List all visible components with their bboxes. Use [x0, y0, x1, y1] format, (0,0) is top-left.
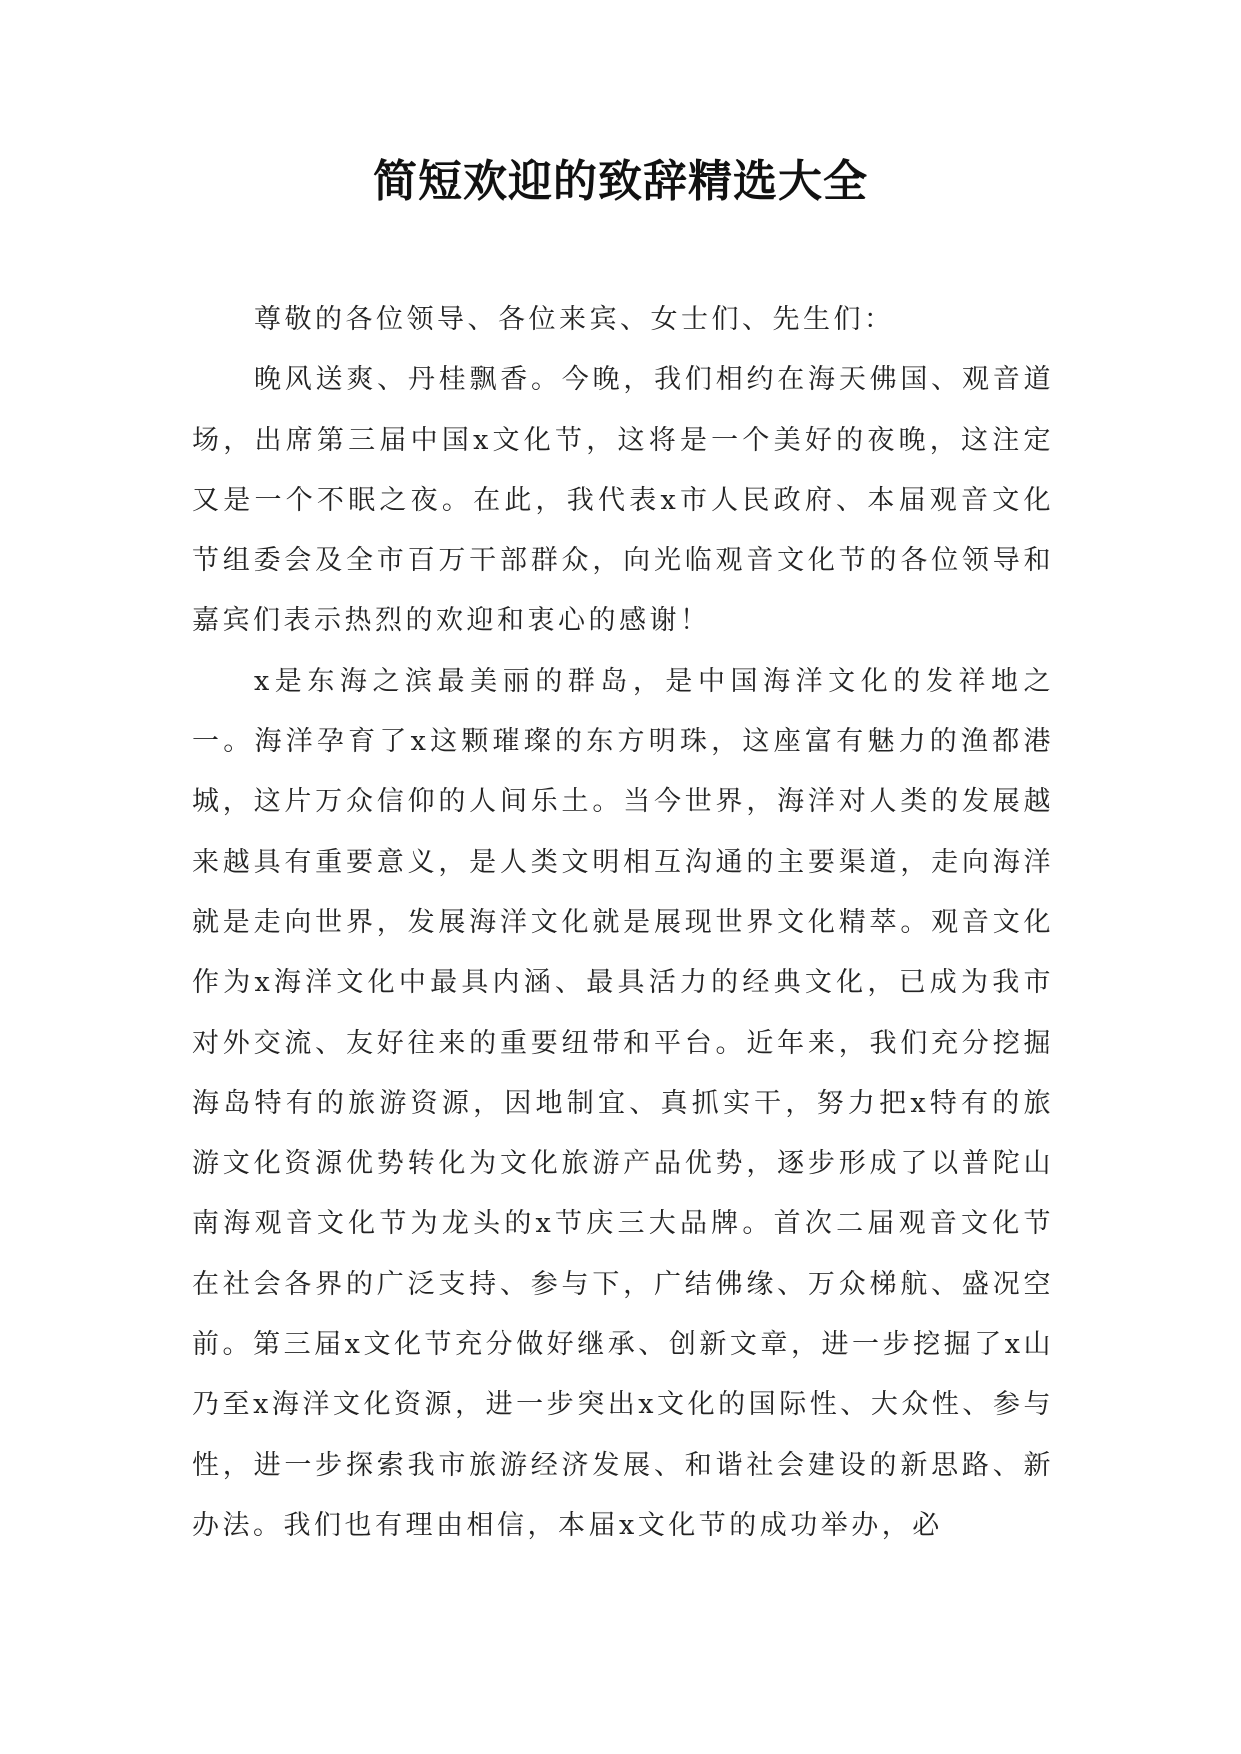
document-title: 简短欢迎的致辞精选大全 — [373, 156, 868, 207]
paragraph-2: x是东海之滨最美丽的群岛，是中国海洋文化的发祥地之一。海洋孕育了x这颗璀璨的东方明珠，这座富有魅力的渔都港城，这片万众信仰的人间乐土。当今世界，海洋对人类的发展越来越具有重要意义，是人类文明相互沟通的主要渠道，走向海洋就是走向世界，发展海洋文化就是展现世界文化精萃。观音文化作为x海洋文化中最具内涵、最具活力的经典文化，已成为我市对外交流、友好往来的重要纽带和平台。近年来，我们充分挖掘海岛特有的旅游资源，因地制宜、真抓实干，努力把x特有的旅游文化资源优势转化为文化旅游产品优势，逐步形成了以普陀山南海观音文化节为龙头的x节庆三大品牌。首次二届观音文化节在社会各界的广泛支持、参与下，广结佛缘、万众梯航、盛况空前。第三届x文化节充分做好继承、创新文章，进一步挖掘了x山乃至x海洋文化资源，进一步突出x文化的国际性、大众性、参与性，进一步探索我市旅游经济发展、和谐社会建设的新思路、新办法。我们也有理由相信，本届x文化节的成功举办，必 — [192, 665, 1054, 1541]
salutation-line: 尊敬的各位领导、各位来宾、女士们、先生们： — [254, 304, 895, 335]
paragraph-1: 晚风送爽、丹桂飘香。今晚，我们相约在海天佛国、观音道场，出席第三届中国x文化节，这将是一个美好的夜晚，这注定又是一个不眠之夜。在此，我代表x市人民政府、本届观音文化节组委会及全市百万干部群众，向光临观音文化节的各位领导和嘉宾们表示热烈的欢迎和衷心的感谢！ — [192, 364, 1054, 637]
document-body — [192, 290, 1054, 1556]
